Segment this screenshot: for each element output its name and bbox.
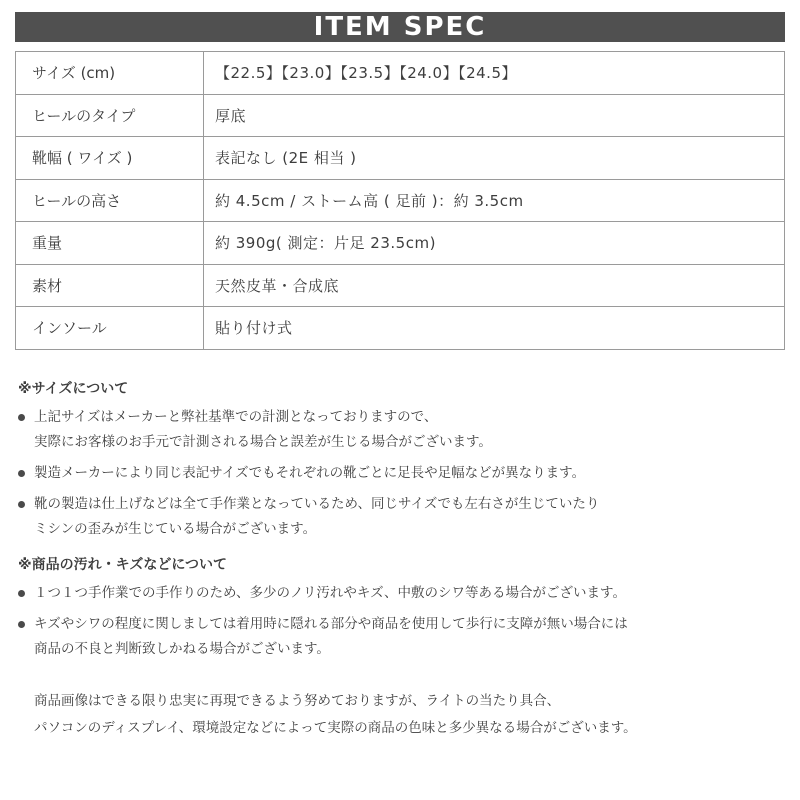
notes-section (18, 378, 788, 742)
bullet-icon (18, 470, 25, 477)
note-line: 製造メーカーにより同じ表記サイズでもそれぞれの靴ごとに足長や足幅などが異なります。 (34, 465, 586, 481)
note-line: キズやシワの程度に関しましては着用時に隠れる部分や商品を使用して歩行に支障が無い場合には (34, 616, 628, 632)
spec-label: 靴幅 ( ワイズ ) (16, 137, 204, 180)
bullet-icon (18, 501, 25, 508)
spec-label: 重量 (16, 222, 204, 265)
damage-notes-heading: ※商品の汚れ・キズなどについて (18, 557, 228, 573)
header-title: ITEM SPEC (313, 12, 487, 42)
spec-label: サイズ (cm) (16, 52, 204, 95)
bullet-icon (18, 590, 25, 597)
damage-notes-list (18, 581, 788, 662)
table-row (16, 52, 785, 95)
item-spec-header (15, 12, 785, 42)
spec-table (15, 51, 785, 350)
list-item (18, 581, 788, 606)
note-line: ミシンの歪みが生じている場合がございます。 (34, 521, 317, 537)
table-row (16, 222, 785, 265)
note-line: 靴の製造は仕上げなどは全て手作業となっているため、同じサイズでも左右さが生じていたり (34, 496, 600, 512)
spec-label: インソール (16, 307, 204, 350)
size-notes-heading: ※サイズについて (18, 381, 129, 397)
bullet-icon (18, 414, 25, 421)
table-row (16, 307, 785, 350)
spec-value: 約 4.5cm / ストーム高 ( 足前 )：約 3.5cm (204, 179, 785, 222)
list-item (18, 405, 788, 455)
spec-label: 素材 (16, 264, 204, 307)
list-item (18, 612, 788, 662)
closing-line: パソコンのディスプレイ、環境設定などによって実際の商品の色味と多少異なる場合がございます。 (34, 720, 637, 736)
table-row (16, 264, 785, 307)
note-line: 商品の不良と判断致しかねる場合がございます。 (34, 641, 330, 657)
size-notes-list (18, 405, 788, 542)
note-line: １つ１つ手作業での手作りのため、多少のノリ汚れやキズ、中敷のシワ等ある場合がございます。 (34, 585, 626, 601)
bullet-icon (18, 621, 25, 628)
spec-value: 【22.5】【23.0】【23.5】【24.0】【24.5】 (204, 52, 785, 95)
spec-value: 天然皮革・合成底 (204, 264, 785, 307)
spec-value: 貼り付け式 (204, 307, 785, 350)
list-item (18, 492, 788, 542)
list-item (18, 461, 788, 486)
spec-value: 約 390g( 測定：片足 23.5cm) (204, 222, 785, 265)
closing-line: 商品画像はできる限り忠実に再現できるよう努めておりますが、ライトの当たり具合、 (34, 693, 561, 709)
table-row (16, 137, 785, 180)
spec-value: 表記なし (2E 相当 ) (204, 137, 785, 180)
table-row (16, 94, 785, 137)
spec-label: ヒールのタイプ (16, 94, 204, 137)
note-line: 上記サイズはメーカーと弊社基準での計測となっておりますので、 (34, 409, 438, 425)
note-line: 実際にお客様のお手元で計測される場合と誤差が生じる場合がございます。 (34, 434, 492, 450)
table-row (16, 179, 785, 222)
spec-label: ヒールの高さ (16, 179, 204, 222)
spec-value: 厚底 (204, 94, 785, 137)
closing-note (18, 688, 788, 742)
